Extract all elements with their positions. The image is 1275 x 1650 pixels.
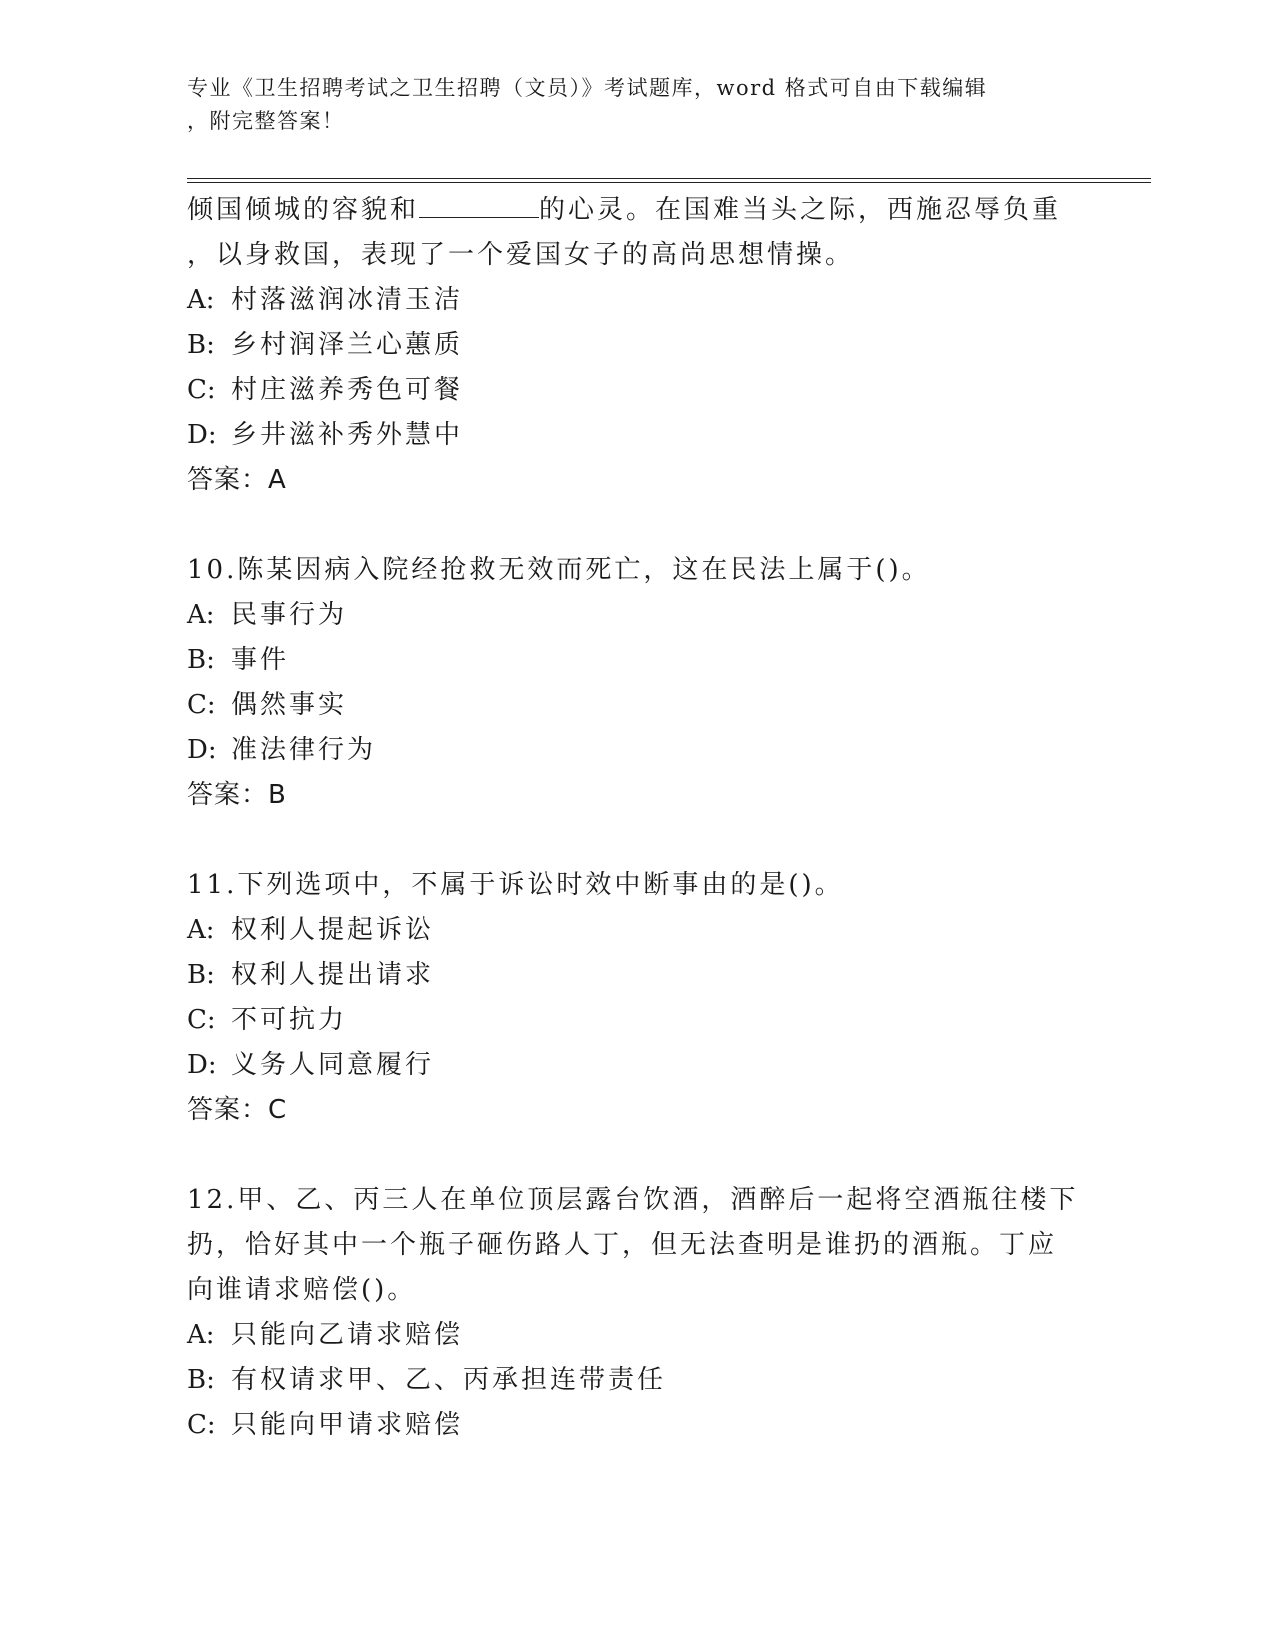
question-list bbox=[187, 188, 1087, 1493]
answer: 答案：A bbox=[187, 465, 287, 495]
question-12 bbox=[187, 1178, 1087, 1448]
option-a: A: 民事行为 bbox=[187, 600, 348, 630]
question-text-line-3: 向谁请求赔偿()。 bbox=[187, 1275, 417, 1305]
option-c: C: 不可抗力 bbox=[187, 1005, 348, 1035]
question-text: 11.下列选项中，不属于诉讼时效中断事由的是()。 bbox=[187, 870, 844, 900]
option-b: B: 事件 bbox=[187, 645, 290, 675]
header-divider bbox=[187, 178, 1151, 183]
option-d: D: 乡井滋补秀外慧中 bbox=[187, 420, 464, 450]
answer: 答案：C bbox=[187, 1095, 288, 1125]
question-10 bbox=[187, 548, 1087, 818]
question-text: 10.陈某因病入院经抢救无效而死亡，这在民法上属于()。 bbox=[187, 555, 931, 585]
answer: 答案：B bbox=[187, 780, 287, 810]
option-c: C: 只能向甲请求赔偿 bbox=[187, 1410, 464, 1440]
option-c: C: 偶然事实 bbox=[187, 690, 348, 720]
option-d: D: 准法律行为 bbox=[187, 735, 377, 765]
option-c: C: 村庄滋养秀色可餐 bbox=[187, 375, 464, 405]
option-a: A: 村落滋润冰清玉洁 bbox=[187, 285, 464, 315]
question-text-line-1: 12.甲、乙、丙三人在单位顶层露台饮酒，酒醉后一起将空酒瓶往楼下 bbox=[187, 1185, 1079, 1215]
header-line-1: 专业《卫生招聘考试之卫生招聘（文员）》考试题库，word 格式可自由下载编辑 bbox=[187, 76, 988, 100]
question-text-line-2: ，以身救国，表现了一个爱国女子的高尚思想情操。 bbox=[187, 240, 855, 270]
option-b: B: 权利人提出请求 bbox=[187, 960, 435, 990]
option-d: D: 义务人同意履行 bbox=[187, 1050, 435, 1080]
fill-in-blank bbox=[419, 195, 539, 218]
header-line-2: ，附完整答案！ bbox=[187, 109, 345, 133]
question-text: 倾国倾城的容貌和 的心灵。在国难当头之际，西施忍辱负重 bbox=[187, 195, 1062, 225]
option-a: A: 只能向乙请求赔偿 bbox=[187, 1320, 464, 1350]
option-b: B: 乡村润泽兰心蕙质 bbox=[187, 330, 464, 360]
option-b: B: 有权请求甲、乙、丙承担连带责任 bbox=[187, 1365, 667, 1395]
option-a: A: 权利人提起诉讼 bbox=[187, 915, 435, 945]
question-11 bbox=[187, 863, 1087, 1133]
question-text-line-2: 扔，恰好其中一个瓶子砸伤路人丁，但无法查明是谁扔的酒瓶。丁应 bbox=[187, 1230, 1058, 1260]
document-header bbox=[187, 72, 1067, 138]
question-9 bbox=[187, 188, 1087, 503]
